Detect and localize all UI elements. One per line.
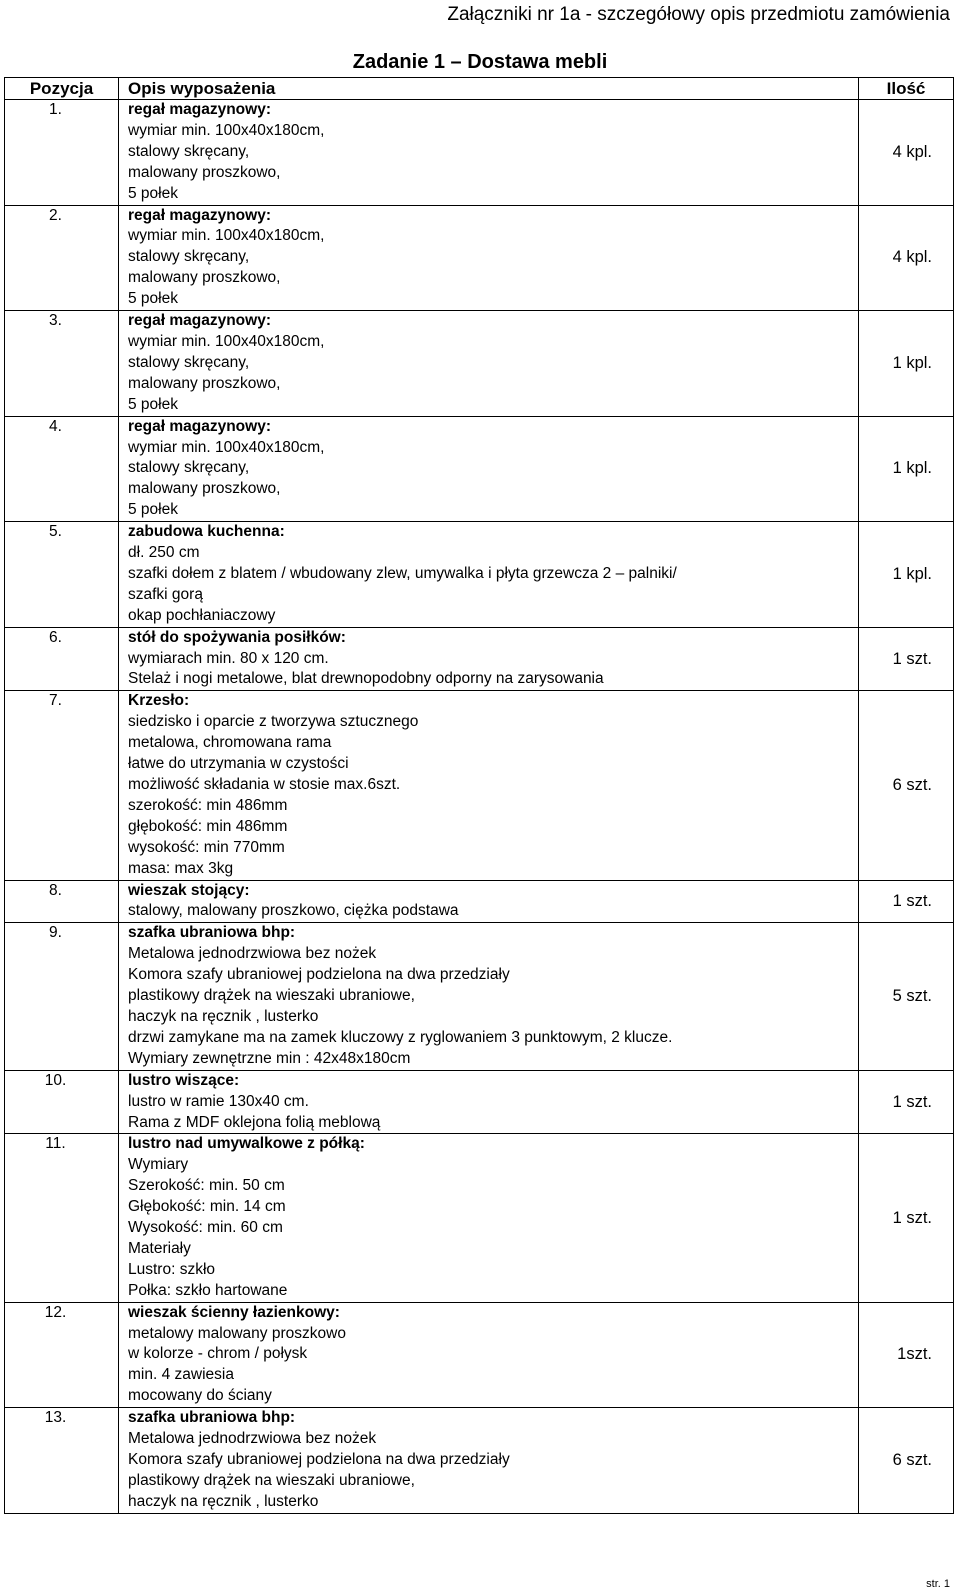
item-name: wieszak stojący: [128, 881, 250, 899]
item-spec-line: stalowy skręcany, [128, 353, 250, 371]
item-description [119, 1134, 859, 1302]
item-description [119, 923, 859, 1070]
item-quantity: 6 szt. [859, 1408, 954, 1514]
item-name: regał magazynowy: [128, 206, 271, 224]
item-position: 1. [5, 100, 119, 206]
item-spec-line: metalowy malowany proszkowo [128, 1324, 346, 1342]
document-title: Zadanie 1 – Dostawa mebli [352, 51, 608, 73]
item-position: 10. [5, 1070, 119, 1134]
table-row [5, 1302, 954, 1408]
item-position: 7. [5, 691, 119, 880]
item-description [119, 416, 859, 522]
item-description [119, 100, 859, 206]
item-name: wieszak ścienny łazienkowy: [128, 1303, 340, 1321]
table-row [5, 205, 954, 311]
item-spec-line: wymiarach min. 80 x 120 cm. [128, 649, 329, 667]
item-quantity: 1 szt. [859, 1070, 954, 1134]
item-spec-line: malowany proszkowo, [128, 480, 281, 498]
item-spec-line: siedzisko i oparcie z tworzywa sztucznego [128, 713, 419, 731]
table-header-row [5, 78, 954, 100]
item-quantity: 1 szt. [859, 1134, 954, 1302]
item-spec-line: możliwość składania w stosie max.6szt. [128, 776, 401, 793]
item-spec-line: okap pochłaniaczowy [128, 606, 276, 624]
item-name: stół do spożywania posiłków: [128, 628, 346, 646]
item-quantity: 1szt. [859, 1302, 954, 1408]
item-name: regał magazynowy: [128, 417, 271, 435]
item-spec-line: Wysokość: min. 60 cm [128, 1219, 283, 1237]
item-position: 2. [5, 205, 119, 311]
item-spec-line: Komora szafy ubraniowej podzielona na dwa przedziały [128, 966, 510, 984]
item-spec-line: malowany proszkowo, [128, 269, 281, 287]
item-quantity: 1 kpl. [859, 522, 954, 628]
item-spec-line: 5 połek [128, 395, 178, 413]
item-quantity: 1 szt. [859, 880, 954, 923]
item-position: 11. [5, 1134, 119, 1302]
item-spec-line: Wymiary [128, 1156, 189, 1174]
item-spec-line: mocowany do ściany [128, 1387, 272, 1405]
header-quantity: Ilość [859, 78, 954, 100]
item-description [119, 1408, 859, 1514]
item-spec-line: 5 połek [128, 184, 178, 202]
item-spec-line: Metalowa jednodrzwiowa bez nożek [128, 1430, 377, 1448]
item-spec-line: w kolorze - chrom / połysk [128, 1345, 308, 1363]
item-spec-line: wysokość: min 770mm [128, 838, 285, 856]
item-quantity: 6 szt. [859, 691, 954, 880]
equipment-table [4, 77, 954, 1514]
item-position: 3. [5, 311, 119, 417]
item-spec-line: stalowy skręcany, [128, 248, 250, 266]
item-quantity: 4 kpl. [859, 100, 954, 206]
item-spec-line: plastikowy drążek na wieszaki ubraniowe, [128, 987, 415, 1005]
item-description [119, 1302, 859, 1408]
item-name: zabudowa kuchenna: [128, 523, 285, 541]
item-spec-line: Lustro: szkło [128, 1260, 216, 1278]
item-spec-line: szafki gorą [128, 585, 203, 603]
item-spec-line: dł. 250 cm [128, 544, 200, 562]
item-spec-line: szerokość: min 486mm [128, 796, 288, 814]
item-spec-line: stalowy skręcany, [128, 459, 250, 477]
item-spec-line: haczyk na ręcznik , lusterko [128, 1007, 319, 1025]
item-spec-line: min. 4 zawiesia [128, 1366, 234, 1384]
table-row [5, 923, 954, 1070]
item-spec-line: wymiar min. 100x40x180cm, [128, 121, 325, 139]
item-description [119, 311, 859, 417]
item-spec-line: stalowy skręcany, [128, 142, 250, 160]
item-spec-line: wymiar min. 100x40x180cm, [128, 438, 325, 456]
item-name: lustro nad umywalkowe z półką: [128, 1135, 365, 1153]
table-row [5, 627, 954, 691]
table-row [5, 311, 954, 417]
item-description [119, 1070, 859, 1134]
item-spec-line: Stelaż i nogi metalowe, blat drewnopodobny odporny na zarysowania [128, 670, 604, 688]
item-quantity: 1 kpl. [859, 311, 954, 417]
item-name: szafka ubraniowa bhp: [128, 1409, 296, 1427]
item-spec-line: Połka: szkło hartowane [128, 1281, 288, 1299]
attachment-header: Załączniki nr 1a - szczegółowy opis przedmiotu zamówienia [447, 4, 950, 25]
table-row [5, 416, 954, 522]
item-position: 6. [5, 627, 119, 691]
item-description [119, 522, 859, 628]
item-position: 5. [5, 522, 119, 628]
item-spec-line: metalowa, chromowana rama [128, 734, 332, 752]
item-spec-line: malowany proszkowo, [128, 163, 281, 181]
item-spec-line: 5 połek [128, 501, 178, 519]
item-name: lustro wiszące: [128, 1071, 240, 1089]
table-row [5, 1070, 954, 1134]
item-spec-line: Rama z MDF oklejona folią meblową [128, 1113, 381, 1131]
item-position: 9. [5, 923, 119, 1070]
item-spec-line: plastikowy drążek na wieszaki ubraniowe, [128, 1471, 415, 1489]
header-position: Pozycja [5, 78, 119, 100]
item-spec-line: haczyk na ręcznik , lusterko [128, 1492, 319, 1510]
table-row [5, 1408, 954, 1514]
table-row [5, 880, 954, 923]
item-spec-line: Metalowa jednodrzwiowa bez nożek [128, 945, 377, 963]
item-spec-line: drzwi zamykane ma na zamek kluczowy z ryglowaniem 3 punktowym, 2 klucze. [128, 1028, 673, 1046]
table-row [5, 1134, 954, 1302]
item-spec-line: stalowy, malowany proszkowo, ciężka podstawa [128, 902, 459, 920]
item-spec-line: masa: max 3kg [128, 859, 234, 877]
page-number: str. 1 [926, 1578, 950, 1590]
item-description [119, 880, 859, 923]
item-quantity: 1 szt. [859, 627, 954, 691]
table-row [5, 100, 954, 206]
item-name: regał magazynowy: [128, 312, 271, 330]
item-spec-line: głębokość: min 486mm [128, 817, 288, 835]
table-body [5, 100, 954, 1514]
table-row [5, 522, 954, 628]
item-position: 12. [5, 1302, 119, 1408]
item-quantity: 5 szt. [859, 923, 954, 1070]
item-name: szafka ubraniowa bhp: [128, 924, 296, 942]
item-spec-line: wymiar min. 100x40x180cm, [128, 227, 325, 245]
item-description [119, 691, 859, 880]
item-position: 4. [5, 416, 119, 522]
item-spec-line: Materiały [128, 1239, 191, 1257]
table-row [5, 691, 954, 880]
item-description [119, 627, 859, 691]
item-spec-line: malowany proszkowo, [128, 374, 281, 392]
item-spec-line: wymiar min. 100x40x180cm, [128, 332, 325, 350]
item-spec-line: Głębokość: min. 14 cm [128, 1198, 286, 1216]
item-spec-line: Wymiary zewnętrzne min : 42x48x180cm [128, 1049, 411, 1067]
item-spec-line: 5 połek [128, 290, 178, 308]
item-description [119, 205, 859, 311]
item-quantity: 4 kpl. [859, 205, 954, 311]
item-name: regał magazynowy: [128, 101, 271, 118]
item-spec-line: szafki dołem z blatem / wbudowany zlew, umywalka i płyta grzewcza 2 – palniki/ [128, 564, 677, 582]
item-spec-line: Komora szafy ubraniowej podzielona na dwa przedziały [128, 1451, 510, 1468]
header-description: Opis wyposażenia [119, 78, 859, 100]
item-spec-line: lustro w ramie 130x40 cm. [128, 1092, 309, 1110]
item-position: 8. [5, 880, 119, 923]
item-position: 13. [5, 1408, 119, 1514]
item-spec-line: łatwe do utrzymania w czystości [128, 755, 349, 773]
item-name: Krzesło: [128, 692, 190, 710]
item-spec-line: Szerokość: min. 50 cm [128, 1177, 285, 1195]
item-quantity: 1 kpl. [859, 416, 954, 522]
